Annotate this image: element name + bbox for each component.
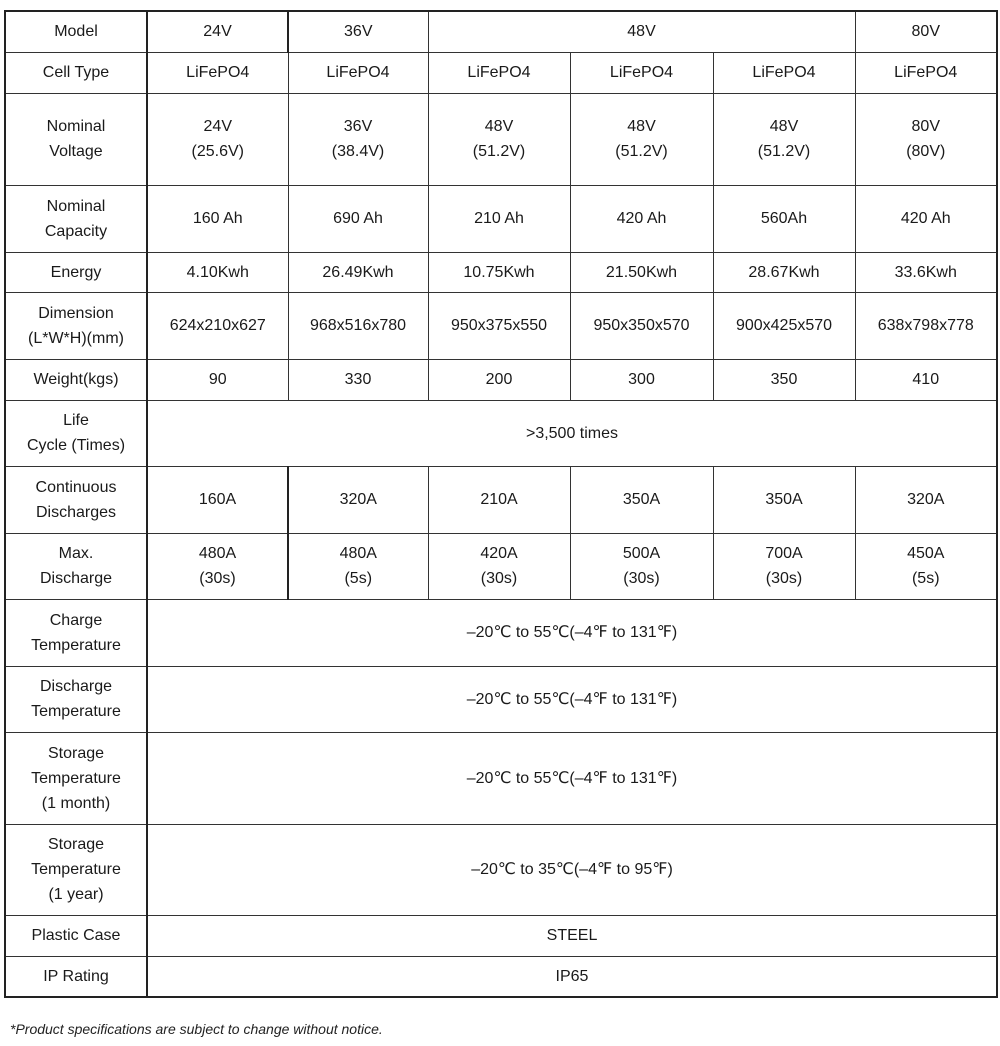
cell: 450A (5s) [855, 533, 997, 599]
row-label: Cell Type [5, 52, 147, 93]
cell: 48V (51.2V) [570, 93, 713, 185]
row-label: Discharge Temperature [5, 666, 147, 732]
cell: >3,500 times [147, 400, 997, 466]
row-label: Model [5, 11, 147, 52]
row-energy [5, 252, 997, 292]
cell: 21.50Kwh [570, 252, 713, 292]
cell: 210 Ah [428, 185, 570, 252]
row-label: Weight(kgs) [5, 359, 147, 400]
cell: STEEL [147, 915, 997, 956]
cell: 350A [713, 466, 855, 533]
cell: 350A [570, 466, 713, 533]
cell: LiFePO4 [288, 52, 428, 93]
row-storage-temperature-1-month [5, 732, 997, 824]
row-nominal-capacity [5, 185, 997, 252]
row-label: Life Cycle (Times) [5, 400, 147, 466]
row-plastic-case [5, 915, 997, 956]
cell: 26.49Kwh [288, 252, 428, 292]
row-storage-temperature-1-year [5, 824, 997, 915]
cell: 638x798x778 [855, 292, 997, 359]
cell: 480A (5s) [288, 533, 428, 599]
row-label: Storage Temperature (1 year) [5, 824, 147, 915]
cell: 624x210x627 [147, 292, 288, 359]
cell: 36V [288, 11, 428, 52]
cell: 160 Ah [147, 185, 288, 252]
row-ip-rating [5, 956, 997, 997]
cell: 420 Ah [570, 185, 713, 252]
footnote: *Product specifications are subject to change without notice. [10, 1021, 383, 1037]
cell: 33.6Kwh [855, 252, 997, 292]
row-label: Storage Temperature (1 month) [5, 732, 147, 824]
cell: 330 [288, 359, 428, 400]
cell: 210A [428, 466, 570, 533]
row-continuous-discharges [5, 466, 997, 533]
row-label: Nominal Voltage [5, 93, 147, 185]
cell: 28.67Kwh [713, 252, 855, 292]
row-label: Charge Temperature [5, 599, 147, 666]
cell: 420 Ah [855, 185, 997, 252]
cell: 700A (30s) [713, 533, 855, 599]
cell: 480A (30s) [147, 533, 288, 599]
row-label: Dimension (L*W*H)(mm) [5, 292, 147, 359]
cell: 950x375x550 [428, 292, 570, 359]
cell: IP65 [147, 956, 997, 997]
row-charge-temperature [5, 599, 997, 666]
cell: LiFePO4 [855, 52, 997, 93]
row-dimension [5, 292, 997, 359]
row-label: Plastic Case [5, 915, 147, 956]
cell: 36V (38.4V) [288, 93, 428, 185]
row-max-discharge [5, 533, 997, 599]
cell: LiFePO4 [428, 52, 570, 93]
row-label: Continuous Discharges [5, 466, 147, 533]
cell: 4.10Kwh [147, 252, 288, 292]
row-cell-type [5, 52, 997, 93]
row-life-cycle [5, 400, 997, 466]
row-label: Max. Discharge [5, 533, 147, 599]
row-label: Nominal Capacity [5, 185, 147, 252]
row-discharge-temperature [5, 666, 997, 732]
cell: 80V (80V) [855, 93, 997, 185]
row-label: Energy [5, 252, 147, 292]
row-weight [5, 359, 997, 400]
cell: 24V (25.6V) [147, 93, 288, 185]
cell: 350 [713, 359, 855, 400]
cell: 48V (51.2V) [713, 93, 855, 185]
cell: LiFePO4 [147, 52, 288, 93]
cell: –20℃ to 55℃(–4℉ to 131℉) [147, 599, 997, 666]
cell: 200 [428, 359, 570, 400]
cell: 500A (30s) [570, 533, 713, 599]
cell: 48V (51.2V) [428, 93, 570, 185]
cell: –20℃ to 55℃(–4℉ to 131℉) [147, 732, 997, 824]
row-label: IP Rating [5, 956, 147, 997]
cell: 90 [147, 359, 288, 400]
cell: 968x516x780 [288, 292, 428, 359]
cell: 410 [855, 359, 997, 400]
cell: LiFePO4 [570, 52, 713, 93]
cell: –20℃ to 35℃(–4℉ to 95℉) [147, 824, 997, 915]
row-nominal-voltage [5, 93, 997, 185]
cell: 80V [855, 11, 997, 52]
cell: 320A [288, 466, 428, 533]
cell: LiFePO4 [713, 52, 855, 93]
cell: –20℃ to 55℃(–4℉ to 131℉) [147, 666, 997, 732]
cell: 900x425x570 [713, 292, 855, 359]
cell: 690 Ah [288, 185, 428, 252]
cell: 10.75Kwh [428, 252, 570, 292]
spec-table [4, 10, 998, 998]
cell: 950x350x570 [570, 292, 713, 359]
cell: 48V [428, 11, 855, 52]
cell: 24V [147, 11, 288, 52]
cell: 420A (30s) [428, 533, 570, 599]
cell: 560Ah [713, 185, 855, 252]
cell: 160A [147, 466, 288, 533]
cell: 320A [855, 466, 997, 533]
row-model [5, 11, 997, 52]
cell: 300 [570, 359, 713, 400]
